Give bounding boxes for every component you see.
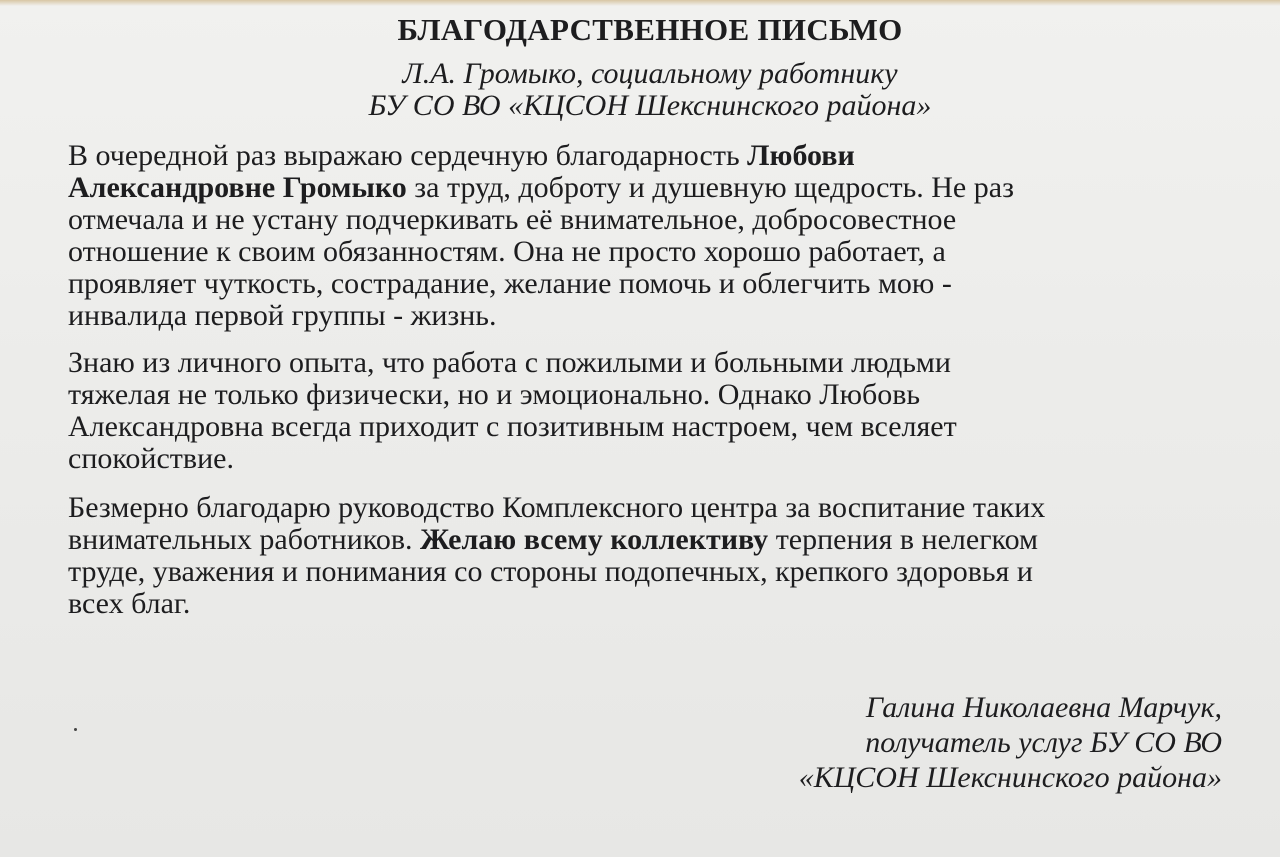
text-span: внимательных работников. (68, 524, 421, 556)
paragraph-gratitude (68, 140, 1216, 332)
signature-role: получатель услуг БУ СО ВО (865, 726, 1222, 759)
paragraph-line: проявляет чуткость, сострадание, желание помочь и облегчить мою - (68, 268, 952, 300)
paragraph-line: труде, уважения и понимания со стороны подопечных, крепкого здоровья и (68, 556, 1033, 588)
paragraph-line: спокойствие. (68, 443, 234, 475)
text-span: В очередной раз выражаю сердечную благодарность (68, 140, 748, 172)
signature-name: Галина Николаевна Марчук, (865, 691, 1222, 724)
signature-block (799, 690, 1222, 795)
signature-org: «КЦСОН Шекснинского района» (798, 761, 1222, 794)
paragraph-line: Александровна всегда приходит с позитивным настроем, чем вселяет (68, 411, 957, 443)
paragraph-line (68, 524, 1216, 556)
recipient-line-2: БУ СО ВО «КЦСОН Шекснинского района» (368, 89, 932, 122)
bold-name: Александровне Громыко (68, 172, 407, 204)
text-span: терпения в нелегком (768, 524, 1038, 556)
paragraph-line (68, 140, 1216, 172)
recipient-block (0, 58, 1280, 122)
bold-wish: Желаю всему коллективу (420, 524, 769, 556)
paragraph-experience (68, 347, 1216, 475)
text-span: за труд, доброту и душевную щедрость. Не раз (406, 172, 1014, 204)
paragraph-line: отношение к своим обязанностям. Она не просто хорошо работает, а (68, 236, 946, 268)
letter-title: БЛАГОДАРСТВЕННОЕ ПИСЬМО (397, 12, 903, 47)
bold-name: Любови (747, 140, 855, 172)
table-edge (0, 0, 1280, 6)
paper-speck (74, 728, 77, 731)
paragraph-thanks (68, 492, 1216, 620)
paragraph-line: тяжелая не только физически, но и эмоционально. Однако Любовь (68, 379, 921, 411)
paragraph-line: инвалида первой группы - жизнь. (68, 300, 497, 332)
paragraph-line: Знаю из личного опыта, что работа с пожилыми и больными людьми (68, 347, 951, 379)
paragraph-line: всех благ. (68, 588, 191, 620)
paragraph-line (68, 172, 1216, 204)
paragraph-line: Безмерно благодарю руководство Комплексного центра за воспитание таких (68, 492, 1046, 524)
recipient-line-1: Л.А. Громыко, социальному работнику (402, 57, 898, 90)
paragraph-line: отмечала и не устану подчеркивать её внимательное, добросовестное (68, 204, 957, 236)
